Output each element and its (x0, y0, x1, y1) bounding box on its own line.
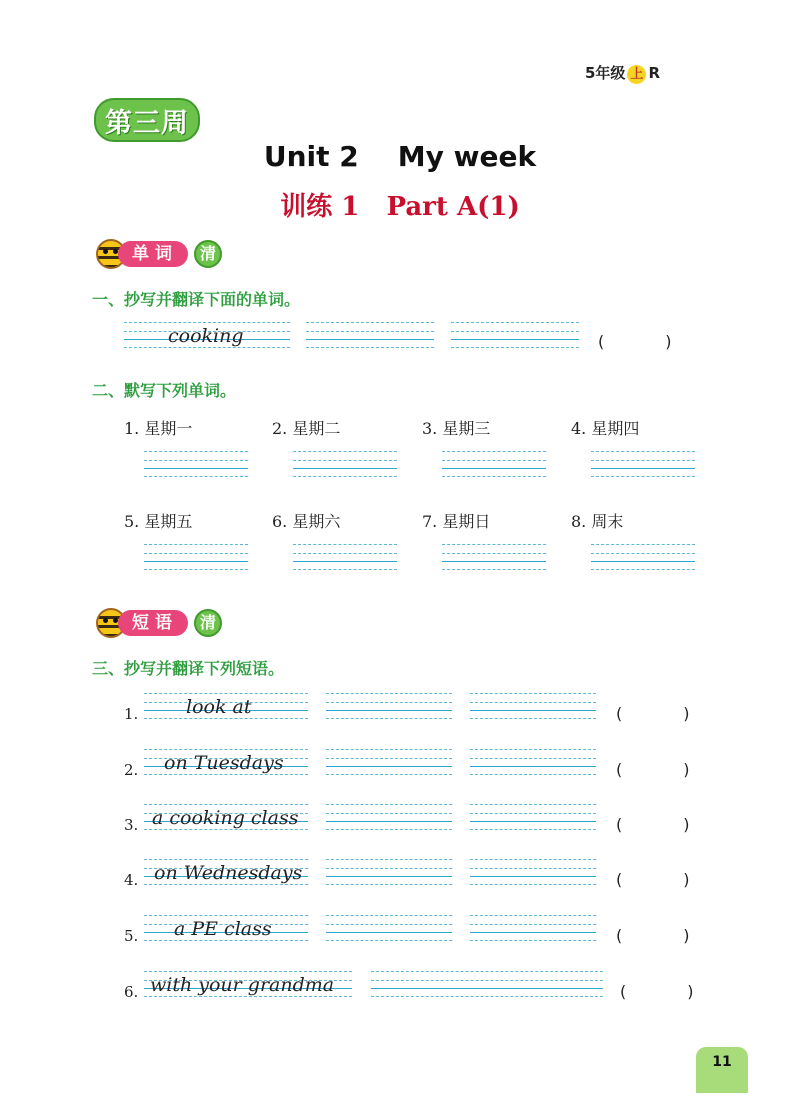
q3-item-4-paren[interactable]: ( ) (616, 870, 690, 889)
q2-writing-line-1[interactable] (144, 451, 248, 477)
q3-heading: 三、抄写并翻译下列短语。 (92, 659, 285, 678)
phrases-banner (96, 608, 236, 638)
q1-word: cooking (168, 325, 244, 347)
q3-item-4-line-2[interactable] (326, 859, 452, 885)
grade-label (585, 62, 660, 84)
grade-prefix: 5年级 (585, 64, 626, 82)
q3-item-4-line-3[interactable] (470, 859, 596, 885)
q2-writing-line-3[interactable] (442, 451, 546, 477)
q2-item-5: 5. 星期五 (124, 512, 193, 531)
q3-item-2-paren[interactable]: ( ) (616, 760, 690, 779)
q3-item-4-text: on Wednesdays (154, 862, 303, 884)
unit-title: Unit 2 My week (263, 140, 537, 173)
q3-item-2-line-2[interactable] (326, 749, 452, 775)
qing-badge: 清 (194, 240, 222, 268)
q2-writing-line-4[interactable] (591, 451, 695, 477)
q2-item-6: 6. 星期六 (272, 512, 341, 531)
q3-item-4-number: 4. (124, 871, 139, 889)
q2-writing-line-8[interactable] (591, 544, 695, 570)
q3-item-6-paren[interactable]: ( ) (620, 982, 694, 1001)
q1-answer-paren[interactable]: ( ) (598, 332, 672, 351)
q3-item-2-number: 2. (124, 761, 139, 779)
q3-item-6-text: with your grandma (150, 974, 335, 996)
q2-item-3: 3. 星期三 (422, 419, 491, 438)
q2-writing-line-6[interactable] (293, 544, 397, 570)
q3-item-1-line-2[interactable] (326, 693, 452, 719)
q2-item-2: 2. 星期二 (272, 419, 341, 438)
q3-item-5-text: a PE class (174, 918, 272, 940)
q1-writing-line-2[interactable] (306, 322, 434, 348)
q1-heading: 一、抄写并翻译下面的单词。 (92, 290, 301, 309)
words-banner-label: 单词 (118, 241, 188, 267)
q3-item-1-number: 1. (124, 705, 139, 723)
q2-item-4: 4. 星期四 (571, 419, 640, 438)
q3-item-3-line-3[interactable] (470, 804, 596, 830)
q3-item-3-line-2[interactable] (326, 804, 452, 830)
q3-item-3-paren[interactable]: ( ) (616, 815, 690, 834)
q3-item-3-number: 3. (124, 816, 139, 834)
q3-item-5-number: 5. (124, 927, 139, 945)
page-number: 11 (696, 1047, 748, 1093)
q3-item-3-text: a cooking class (152, 807, 299, 829)
q3-item-5-line-2[interactable] (326, 915, 452, 941)
q3-item-2-line-3[interactable] (470, 749, 596, 775)
week-badge: 第三周 (94, 98, 200, 142)
lesson-title: 训练 1 Part A(1) (280, 192, 520, 222)
q2-writing-line-2[interactable] (293, 451, 397, 477)
grade-suffix: R (648, 64, 660, 82)
q3-item-1-line-3[interactable] (470, 693, 596, 719)
q2-item-8: 8. 周末 (571, 512, 624, 531)
q3-item-1-paren[interactable]: ( ) (616, 704, 690, 723)
qing-badge: 清 (194, 609, 222, 637)
q3-item-6-line-2[interactable] (371, 971, 603, 997)
q3-item-2-text: on Tuesdays (164, 752, 284, 774)
q3-item-1-text: look at (186, 696, 252, 718)
phrases-banner-label: 短语 (118, 610, 188, 636)
q2-item-1: 1. 星期一 (124, 419, 193, 438)
grade-up-badge: 上 (627, 65, 646, 84)
q3-item-5-paren[interactable]: ( ) (616, 926, 690, 945)
q2-writing-line-7[interactable] (442, 544, 546, 570)
q2-item-7: 7. 星期日 (422, 512, 491, 531)
q3-item-5-line-3[interactable] (470, 915, 596, 941)
q1-writing-line-3[interactable] (451, 322, 579, 348)
words-banner (96, 239, 236, 269)
q2-heading: 二、默写下列单词。 (92, 381, 237, 400)
q3-item-6-number: 6. (124, 983, 139, 1001)
q2-writing-line-5[interactable] (144, 544, 248, 570)
